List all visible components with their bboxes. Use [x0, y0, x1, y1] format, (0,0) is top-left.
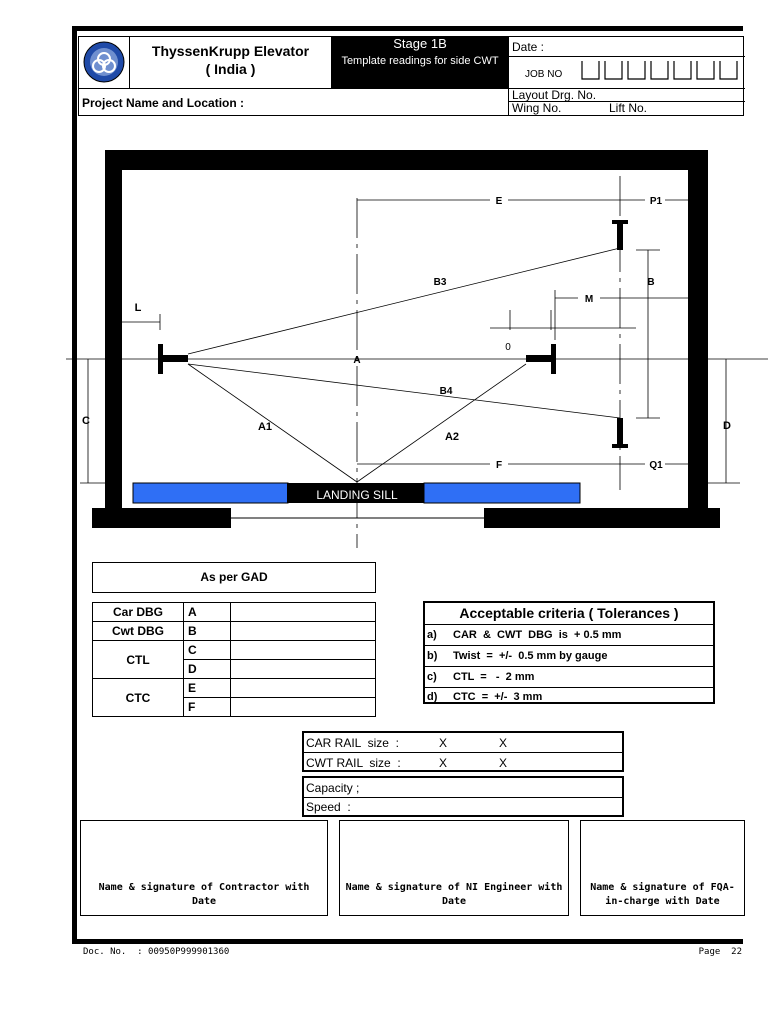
- gad-code: F: [184, 698, 231, 717]
- capacity-label: Capacity ;: [306, 781, 360, 795]
- criteria-key: c): [427, 671, 437, 683]
- landing-sill-label: LANDING SILL: [316, 488, 398, 502]
- company-cell: [130, 37, 332, 88]
- table-row: [93, 679, 376, 698]
- criteria-title: Acceptable criteria ( Tolerances ): [425, 603, 713, 625]
- cwt-rail-label: CWT RAIL size :: [306, 756, 401, 770]
- shaft-diagram: [0, 140, 768, 560]
- label-P1: P1: [649, 196, 663, 207]
- list-item: [425, 646, 713, 667]
- speed-row: [304, 798, 622, 816]
- layout-drg-label: Layout Drg. No.: [512, 88, 597, 102]
- shaft-right-wall: [688, 150, 708, 510]
- cwt-rail-x2: X: [499, 756, 508, 770]
- shaft-top-wall: [105, 150, 708, 170]
- car-rail-row: [304, 733, 622, 753]
- gad-group: CTL: [93, 641, 184, 679]
- capacity-row: [304, 778, 622, 798]
- lift-no-label: Lift No.: [609, 101, 648, 115]
- landing-sill-left: [133, 483, 288, 503]
- car-rail-label: CAR RAIL size :: [306, 736, 399, 750]
- list-item: [425, 688, 713, 706]
- label-B3: B3: [433, 277, 447, 288]
- thyssenkrupp-logo-icon: [79, 37, 129, 87]
- criteria-text: CTC = +/- 3 mm: [453, 691, 543, 703]
- gad-group: Car DBG: [93, 603, 184, 622]
- layout-drg-row: [508, 88, 745, 102]
- contractor-signature-box[interactable]: [80, 820, 328, 916]
- project-row: [79, 88, 509, 116]
- stage-label: Stage 1B: [393, 36, 447, 51]
- gad-code: D: [184, 660, 231, 679]
- right-front-wall: [484, 508, 720, 528]
- speed-label: Speed :: [306, 800, 351, 814]
- capacity-speed-box: [302, 776, 624, 817]
- cwt-rail-x1: X: [439, 756, 448, 770]
- date-row: [508, 37, 745, 57]
- left-front-wall: [92, 508, 231, 528]
- fqa-signature-box[interactable]: [580, 820, 745, 916]
- criteria-box: [423, 601, 715, 704]
- gad-title: As per GAD: [200, 570, 268, 584]
- label-O: 0: [505, 342, 511, 353]
- label-L: L: [134, 302, 142, 314]
- car-rail-x2: X: [499, 736, 508, 750]
- wing-lift-row: [508, 102, 745, 116]
- label-E: E: [495, 196, 503, 207]
- page-number: Page 22: [698, 947, 742, 957]
- list-item: [425, 625, 713, 646]
- label-F: F: [495, 460, 503, 471]
- frame-bottom-border: [72, 939, 743, 944]
- label-A1: A1: [257, 421, 273, 433]
- gad-code: C: [184, 641, 231, 660]
- car-rail-left-icon: [158, 344, 188, 374]
- job-no-boxes: [581, 59, 751, 85]
- gad-group: CTC: [93, 679, 184, 717]
- rail-size-box: [302, 731, 624, 772]
- gad-title-box: [92, 562, 376, 593]
- list-item: [425, 667, 713, 688]
- gad-value-cell[interactable]: [231, 641, 376, 660]
- gad-value-cell[interactable]: [231, 660, 376, 679]
- doc-number: Doc. No. : 00950P999901360: [83, 947, 230, 957]
- criteria-text: Twist = +/- 0.5 mm by gauge: [453, 650, 608, 662]
- fqa-signature-label: Name & signature of FQA-in-charge with Date: [590, 882, 735, 907]
- job-no-row: [508, 57, 745, 88]
- criteria-key: b): [427, 650, 438, 662]
- gad-code: E: [184, 679, 231, 698]
- label-B: B: [647, 277, 655, 288]
- logo-cell: [79, 37, 130, 88]
- cwt-rail-row: [304, 753, 622, 771]
- gad-group: Cwt DBG: [93, 622, 184, 641]
- job-no-label: JOB NO: [525, 69, 563, 80]
- landing-sill-right: [424, 483, 580, 503]
- gad-table: [92, 602, 376, 717]
- criteria-key: d): [427, 691, 438, 703]
- company-country: ( India ): [205, 61, 256, 77]
- cwt-rail-bottom-icon: [612, 418, 628, 448]
- gad-code: B: [184, 622, 231, 641]
- project-label: Project Name and Location :: [82, 96, 245, 110]
- label-Q1: Q1: [649, 460, 663, 471]
- wing-no-label: Wing No.: [512, 101, 562, 115]
- template-description: Template readings for side CWT: [341, 55, 499, 67]
- car-rail-right-icon: [526, 344, 556, 374]
- contractor-signature-label: Name & signature of Contractor with Date: [98, 882, 310, 907]
- label-A: A: [353, 355, 361, 366]
- gad-value-cell[interactable]: [231, 679, 376, 698]
- gad-code: A: [184, 603, 231, 622]
- label-M: M: [584, 294, 594, 305]
- criteria-key: a): [427, 629, 437, 641]
- gad-value-cell[interactable]: [231, 603, 376, 622]
- label-D: D: [723, 420, 731, 432]
- frame-top-border: [72, 26, 743, 31]
- cwt-rail-top-icon: [612, 220, 628, 250]
- stage-cell: [332, 36, 508, 88]
- company-name: ThyssenKrupp Elevator: [151, 43, 310, 59]
- label-C: C: [82, 415, 90, 427]
- table-row: [93, 603, 376, 622]
- label-B4: B4: [439, 386, 453, 397]
- table-row: [93, 641, 376, 660]
- label-A2: A2: [444, 431, 460, 443]
- engineer-signature-label: Name & signature of NI Engineer with Date: [345, 882, 563, 907]
- table-row: [93, 622, 376, 641]
- shaft-left-wall: [105, 150, 122, 510]
- gad-value-cell[interactable]: [231, 622, 376, 641]
- criteria-text: CAR & CWT DBG is + 0.5 mm: [453, 629, 622, 641]
- date-label: Date :: [512, 40, 545, 54]
- header-block: [78, 36, 744, 116]
- engineer-signature-box[interactable]: [339, 820, 569, 916]
- car-rail-x1: X: [439, 736, 448, 750]
- gad-value-cell[interactable]: [231, 698, 376, 717]
- criteria-text: CTL = - 2 mm: [453, 671, 535, 683]
